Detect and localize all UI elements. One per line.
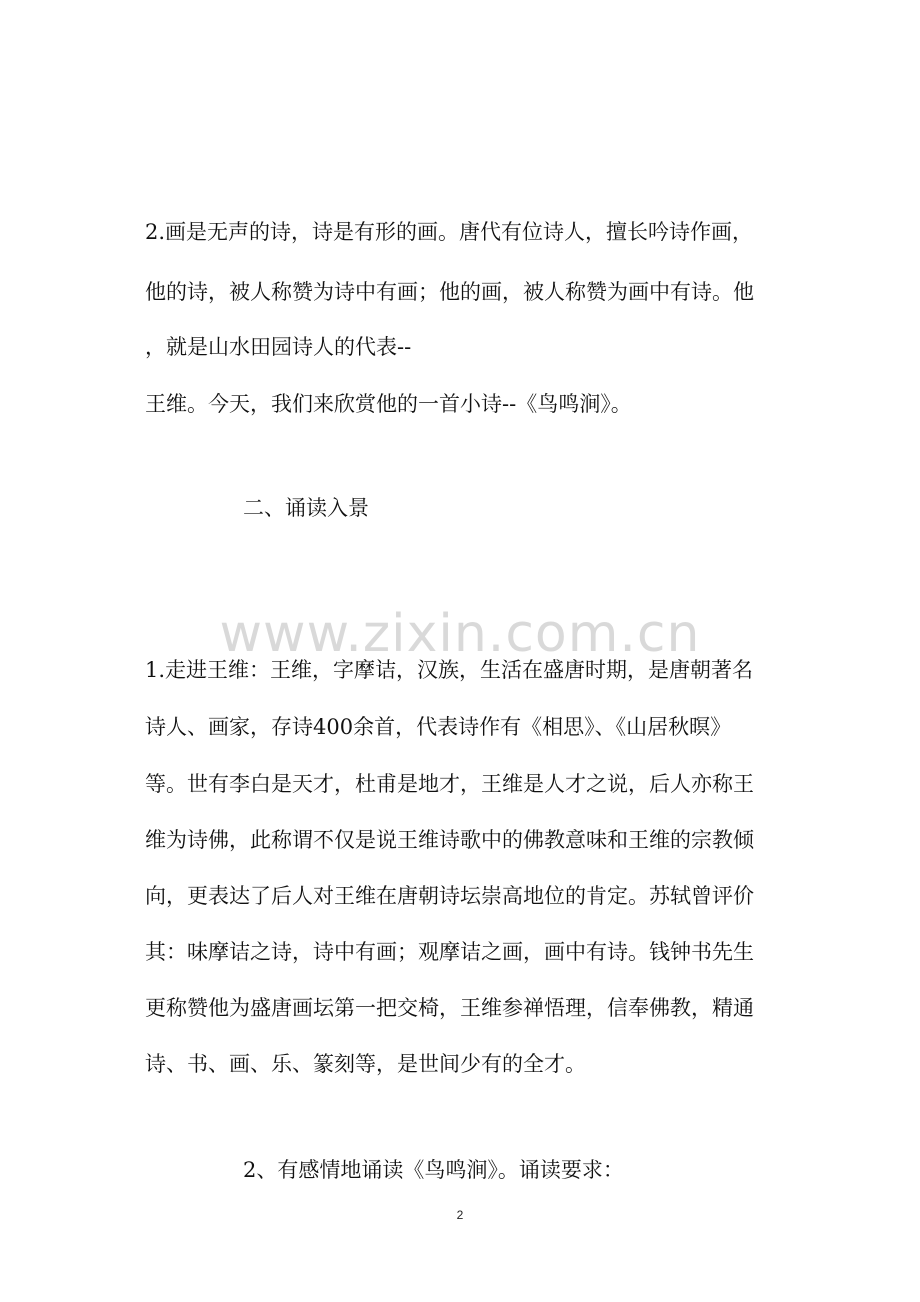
wangwei-line-4: 维为诗佛，此称谓不仅是说王维诗歌中的佛教意味和王维的宗教倾: [145, 828, 754, 852]
wangwei-line-6: 其：味摩诘之诗，诗中有画；观摩诘之画，画中有诗。钱钟书先生: [145, 940, 754, 964]
wangwei-line-1: 1.走进王维：王维，字摩诘，汉族，生活在盛唐时期，是唐朝著名: [145, 658, 754, 682]
wangwei-line-8: 诗、书、画、乐、篆刻等，是世间少有的全才。: [145, 1052, 586, 1076]
section-heading: 二、诵读入景: [243, 496, 369, 520]
wangwei-line-2: 诗人、画家，存诗400余首，代表诗作有《相思》、《山居秋暝》: [145, 715, 732, 739]
watermark: www.zixin.com.cn: [219, 604, 701, 664]
intro-line-4: 王维。今天，我们来欣赏他的一首小诗--《鸟鸣涧》。: [145, 392, 632, 416]
intro-line-3: ，就是山水田园诗人的代表--: [145, 335, 412, 359]
wangwei-line-7: 更称赞他为盛唐画坛第一把交椅，王维参禅悟理，信奉佛教，精通: [145, 996, 754, 1020]
reading-instruction: 2、有感情地诵读《鸟鸣涧》。诵读要求：: [243, 1158, 624, 1182]
intro-line-1: 2.画是无声的诗，诗是有形的画。唐代有位诗人，擅长吟诗作画，: [145, 220, 754, 244]
page-number: 2: [456, 1208, 464, 1222]
intro-line-2: 他的诗，被人称赞为诗中有画；他的画，被人称赞为画中有诗。他: [145, 280, 754, 304]
wangwei-line-3: 等。世有李白是天才，杜甫是地才，王维是人才之说，后人亦称王: [145, 772, 754, 796]
wangwei-line-5: 向，更表达了后人对王维在唐朝诗坛崇高地位的肯定。苏轼曾评价: [145, 884, 754, 908]
